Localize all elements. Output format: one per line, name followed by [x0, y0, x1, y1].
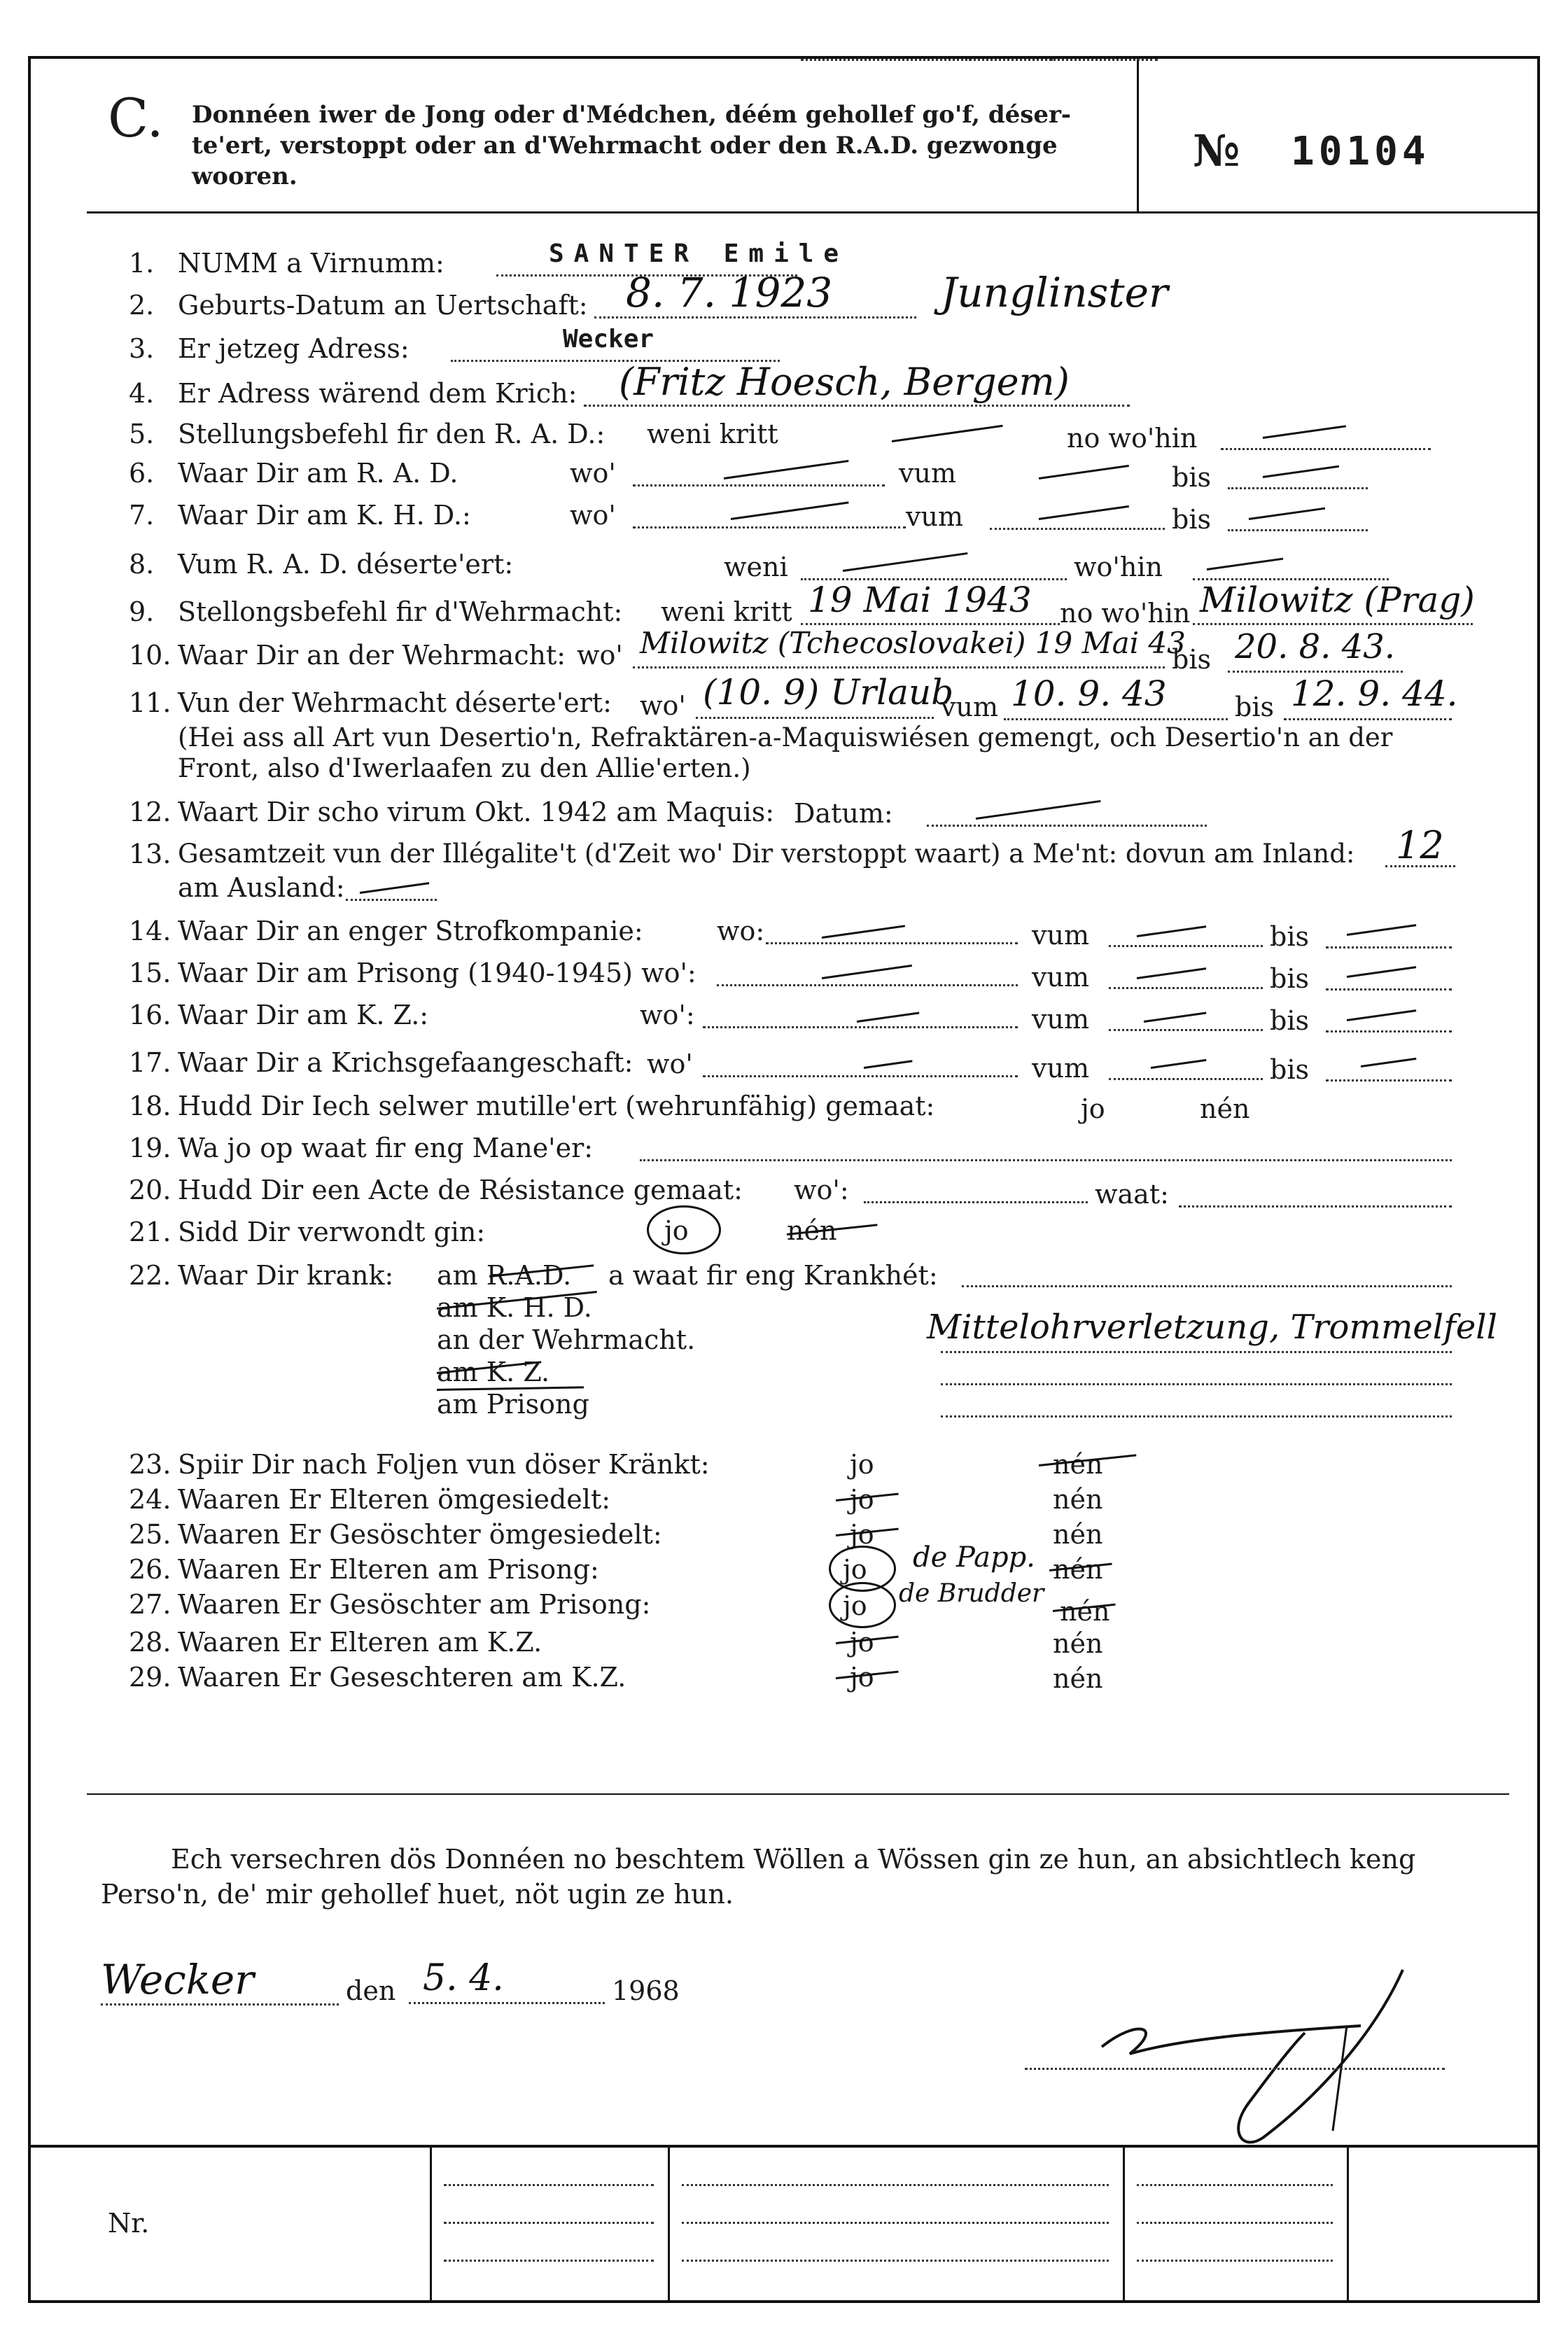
item-15-dash-b	[1137, 967, 1206, 979]
item-5-dash-b	[1263, 425, 1346, 439]
declaration-line-1: Ech versechren dös Donnéen no beschtem Wöllen a Wössen gin ze hun, an absichtlech keng	[171, 1844, 1416, 1875]
item-14-bis: bis	[1270, 921, 1309, 952]
item-10-bis: bis	[1172, 644, 1211, 675]
item-29-label: Waaren Er Geseschteren am K.Z.	[178, 1662, 626, 1693]
item-5-wohin: no wo'hin	[1067, 423, 1198, 454]
item-15-dots-b	[1109, 987, 1263, 989]
item-22-sub-5: am Prisong	[437, 1389, 589, 1420]
item-25-number: 25.	[129, 1519, 172, 1550]
item-9-dots-a	[801, 623, 1060, 625]
item-16-vum: vum	[1032, 1004, 1089, 1035]
item-29-number: 29.	[129, 1662, 172, 1693]
item-13-number: 13.	[129, 839, 172, 869]
item-5-label: Stellungsbefehl fir den R. A. D.:	[178, 419, 606, 449]
item-12-number: 12.	[129, 797, 172, 827]
item-9-wohin: no wo'hin	[1060, 598, 1191, 629]
item-14-dash-a	[822, 925, 905, 939]
item-7-dots-a	[633, 526, 906, 528]
item-24-label: Waaren Er Elteren ömgesiedelt:	[178, 1484, 611, 1515]
item-7-dash-b	[1039, 505, 1129, 520]
item-11-wo: wo'	[640, 690, 686, 721]
footer-dots-1c	[444, 2260, 654, 2262]
item-10-dots-c	[1228, 671, 1403, 673]
footer-dots-2b	[682, 2222, 1109, 2224]
footer-nr-label: Nr.	[108, 2208, 150, 2239]
item-16-number: 16.	[129, 1000, 172, 1030]
item-17-vum: vum	[1032, 1053, 1089, 1084]
header-line-3: wooren.	[192, 162, 298, 190]
item-12-dash	[976, 800, 1101, 820]
item-23-label: Spiir Dir nach Foljen vun döser Kränkt:	[178, 1449, 710, 1480]
item-21-label: Sidd Dir verwondt gin:	[178, 1217, 486, 1247]
item-14-wo: wo:	[717, 916, 765, 946]
item-13-dots-b	[346, 899, 437, 901]
item-3-label: Er jetzeg Adress:	[178, 333, 410, 364]
item-6-dots-b	[969, 59, 1158, 61]
item-22-sub-3: an der Wehrmacht.	[437, 1324, 696, 1355]
item-15-dash-c	[1347, 966, 1416, 978]
item-14-dots-b	[1109, 945, 1263, 947]
item-26-nen: nén	[1053, 1554, 1103, 1585]
item-26-note: de Papp.	[913, 1541, 1035, 1574]
footer-col-3	[1123, 2145, 1125, 2303]
item-26-number: 26.	[129, 1554, 172, 1585]
signature-place: Wecker	[101, 1956, 254, 2003]
footer-dots-2a	[682, 2184, 1109, 2186]
item-20-dots-b	[1179, 1205, 1452, 1208]
item-15-label: Waar Dir am Prisong (1940-1945) wo':	[178, 958, 696, 988]
item-4-number: 4.	[129, 378, 155, 409]
item-4-value: (Fritz Hoesch, Bergem)	[619, 360, 1070, 404]
item-22-illness: Mittelohrverletzung, Trommelfell	[927, 1308, 1497, 1347]
item-12-label: Waart Dir scho virum Okt. 1942 am Maquis:	[178, 797, 775, 827]
item-22-dots-3	[941, 1383, 1452, 1385]
item-7-vum: vum	[906, 501, 963, 532]
item-17-bis: bis	[1270, 1054, 1309, 1085]
item-26-jo: jo	[843, 1554, 867, 1585]
item-22-dots-2	[941, 1351, 1452, 1353]
item-17-dots-a	[703, 1075, 1018, 1077]
item-11-vum: vum	[941, 692, 998, 722]
item-5-dots-b	[1221, 448, 1431, 450]
item-17-dash-c	[1361, 1058, 1417, 1068]
item-20-label: Hudd Dir een Acte de Résistance gemaat:	[178, 1175, 743, 1205]
item-17-dots-c	[1326, 1079, 1452, 1082]
item-11-from: 10. 9. 43	[1011, 673, 1167, 714]
item-11-dots-c	[1284, 718, 1452, 720]
number-symbol: №	[1193, 125, 1240, 176]
item-29-jo: jo	[850, 1662, 874, 1693]
item-6-dash-a	[724, 460, 849, 479]
item-22-sub-1: am R.A.D.	[437, 1260, 572, 1291]
item-23-jo: jo	[850, 1449, 874, 1480]
header-line-1: Donnéen iwer de Jong oder d'Médchen, déém gehollef go'f, déser-	[192, 101, 1072, 129]
item-9-destination: Milowitz (Prag)	[1200, 580, 1475, 620]
item-27-nen: nén	[1060, 1596, 1110, 1627]
item-16-dots-b	[1109, 1029, 1263, 1031]
footer-dots-2c	[682, 2260, 1109, 2262]
item-25-nen: nén	[1053, 1519, 1103, 1550]
item-11-note-2: Front, also d'Iwerlaafen zu den Allie'erten.)	[178, 753, 751, 783]
item-6-number: 6.	[129, 458, 155, 489]
item-8-number: 8.	[129, 549, 155, 580]
item-17-dots-b	[1109, 1078, 1263, 1080]
item-20-dots-a	[864, 1201, 1088, 1203]
item-19-label: Wa jo op waat fir eng Mane'er:	[178, 1133, 594, 1163]
item-23-number: 23.	[129, 1449, 172, 1480]
item-22-label: Waar Dir krank:	[178, 1260, 394, 1291]
item-10-place-date: Milowitz (Tchecoslovakei) 19 Mai 43	[640, 626, 1186, 660]
item-20-waat: waat:	[1095, 1179, 1169, 1210]
item-18-jo: jo	[1081, 1093, 1105, 1124]
item-12-datum: Datum:	[794, 798, 893, 829]
item-7-dots-c	[1228, 529, 1368, 531]
item-14-dash-b	[1137, 925, 1206, 937]
item-27-label: Waaren Er Gesöschter am Prisong:	[178, 1589, 651, 1620]
item-15-dash-a	[822, 965, 912, 979]
item-22-mid: a waat fir eng Krankhét:	[608, 1260, 938, 1291]
item-9-label: Stellongsbefehl fir d'Wehrmacht:	[178, 596, 623, 627]
item-8-dash-b	[1207, 558, 1283, 570]
item-6-dash-c	[1263, 465, 1339, 478]
form-number: 10104	[1291, 129, 1430, 174]
item-6-vum: vum	[899, 458, 956, 489]
item-19-number: 19.	[129, 1133, 172, 1163]
form-frame	[28, 56, 1540, 2303]
item-11-until: 12. 9. 44.	[1291, 673, 1458, 714]
item-10-label: Waar Dir an der Wehrmacht:	[178, 640, 566, 671]
item-14-dots-c	[1326, 946, 1452, 948]
item-12-dots	[927, 825, 1207, 827]
items-bottom-rule	[87, 1793, 1509, 1795]
item-7-dash-a	[731, 501, 849, 520]
item-19-dots	[640, 1159, 1452, 1161]
footer-col-1	[430, 2145, 432, 2303]
item-11-place: (10. 9) Urlaub	[703, 672, 954, 713]
item-7-bis: bis	[1172, 504, 1211, 535]
item-15-dots-a	[717, 984, 1018, 986]
footer-dots-3b	[1137, 2222, 1333, 2224]
item-15-dots-c	[1326, 988, 1452, 990]
item-28-nen: nén	[1053, 1628, 1103, 1659]
item-10-wo: wo'	[577, 640, 623, 671]
item-22-dots-4	[941, 1415, 1452, 1418]
footer-top-rule	[31, 2145, 1537, 2148]
item-24-nen: nén	[1053, 1484, 1103, 1515]
item-11-dots-a	[696, 717, 934, 719]
item-1-number: 1.	[129, 248, 155, 279]
item-2-dots	[594, 316, 916, 318]
date-dots	[409, 2002, 605, 2004]
item-10-until: 20. 8. 43.	[1235, 627, 1395, 666]
item-7-dots-b	[990, 528, 1165, 530]
item-11-dots-b	[1004, 718, 1228, 720]
item-17-wo: wo'	[647, 1049, 693, 1079]
item-25-jo: jo	[850, 1519, 874, 1550]
item-8-weni: weni	[724, 552, 788, 582]
item-28-label: Waaren Er Elteren am K.Z.	[178, 1627, 542, 1658]
item-11-number: 11.	[129, 687, 172, 718]
item-15-vum: vum	[1032, 962, 1089, 993]
item-16-dots-c	[1326, 1030, 1452, 1032]
item-2-place: Junglinster	[941, 269, 1168, 316]
signature-year: 1968	[612, 1975, 680, 2006]
item-16-dash-a	[857, 1011, 920, 1022]
item-14-dash-c	[1347, 924, 1416, 936]
item-20-number: 20.	[129, 1175, 172, 1205]
item-1-label: NUMM a Virnumm:	[178, 248, 444, 279]
footer-dots-1b	[444, 2222, 654, 2224]
item-5-weni: weni kritt	[647, 419, 778, 449]
item-18-label: Hudd Dir Iech selwer mutille'ert (wehrunfähig) gemaat:	[178, 1091, 935, 1121]
item-15-number: 15.	[129, 958, 172, 988]
item-13-label: Gesamtzeit vun der Illégalite't (d'Zeit wo' Dir verstoppt waart) a Me'nt: dovun am Inland:	[178, 839, 1355, 869]
item-21-nen: nén	[787, 1215, 837, 1246]
item-14-dots-a	[766, 942, 1018, 944]
item-3-number: 3.	[129, 333, 155, 364]
footer-col-2	[668, 2145, 670, 2303]
item-6-wo: wo'	[570, 458, 616, 489]
item-7-number: 7.	[129, 500, 155, 531]
item-21-jo: jo	[664, 1215, 689, 1246]
item-17-dash-b	[1151, 1059, 1207, 1069]
item-14-vum: vum	[1032, 920, 1089, 951]
item-6-label: Waar Dir am R. A. D.	[178, 458, 458, 489]
item-8-label: Vum R. A. D. déserte'ert:	[178, 549, 514, 580]
item-14-label: Waar Dir an enger Strofkompanie:	[178, 916, 643, 946]
item-22-sub-4: am K. Z.	[437, 1357, 550, 1387]
signature	[1039, 1963, 1459, 2159]
item-26-label: Waaren Er Elteren am Prisong:	[178, 1554, 599, 1585]
item-8-dash-a	[843, 552, 968, 572]
item-17-number: 17.	[129, 1047, 172, 1078]
declaration-line-2: Perso'n, de' mir gehollef huet, nöt ugin ze hun.	[101, 1879, 734, 1910]
item-2-number: 2.	[129, 290, 155, 321]
footer-dots-3c	[1137, 2260, 1333, 2262]
item-28-number: 28.	[129, 1627, 172, 1658]
item-27-note: de Brudder	[899, 1579, 1044, 1608]
item-29-nen: nén	[1053, 1663, 1103, 1694]
item-6-dash-b	[1039, 465, 1129, 479]
item-4-label: Er Adress wärend dem Krich:	[178, 378, 578, 409]
item-23-nen: nén	[1053, 1449, 1103, 1480]
item-7-label: Waar Dir am K. H. D.:	[178, 500, 471, 531]
item-27-jo: jo	[843, 1590, 867, 1621]
den-label: den	[346, 1975, 396, 2006]
item-17-dash-a	[864, 1060, 913, 1069]
item-9-number: 9.	[129, 596, 155, 627]
item-6-dots-a	[633, 484, 885, 486]
item-21-number: 21.	[129, 1217, 172, 1247]
item-15-bis: bis	[1270, 963, 1309, 994]
item-3-value: Wecker	[563, 325, 654, 354]
header-bottom-rule	[87, 211, 1537, 214]
item-16-label: Waar Dir am K. Z.:	[178, 1000, 429, 1030]
item-16-dash-c	[1347, 1009, 1416, 1021]
item-24-jo: jo	[850, 1484, 874, 1515]
item-11-bis: bis	[1235, 692, 1274, 722]
item-16-dash-b	[1144, 1011, 1207, 1022]
item-13-inland-value: 12	[1396, 823, 1444, 867]
item-16-wo: wo':	[640, 1000, 695, 1030]
footer-dots-1a	[444, 2184, 654, 2186]
place-dots	[101, 2003, 339, 2005]
item-18-nen: nén	[1200, 1093, 1250, 1124]
item-6-bis: bis	[1172, 462, 1211, 493]
item-7-wo: wo'	[570, 500, 616, 531]
item-18-number: 18.	[129, 1091, 172, 1121]
item-16-dots-a	[703, 1026, 1018, 1028]
item-13-dash	[360, 882, 429, 894]
item-10-dots-a	[633, 666, 1165, 668]
header-divider	[1137, 59, 1139, 211]
item-27-number: 27.	[129, 1589, 172, 1620]
item-1-value: SANTER Emile	[549, 239, 849, 268]
footer-col-4	[1347, 2145, 1349, 2303]
item-20-wo: wo':	[794, 1175, 849, 1205]
item-22-number: 22.	[129, 1260, 172, 1291]
item-9-weni: weni kritt	[661, 596, 792, 627]
item-9-dots-b	[1193, 623, 1473, 625]
item-13-ausland: am Ausland:	[178, 872, 345, 903]
item-4-dots	[584, 405, 1130, 407]
header-line-2: te'ert, verstoppt oder an d'Wehrmacht oder den R.A.D. gezwonge	[192, 132, 1058, 160]
item-16-bis: bis	[1270, 1005, 1309, 1036]
item-11-note-1: (Hei ass all Art vun Desertio'n, Refraktären-a-Maquiswiésen gemengt, och Desertio'n an der	[178, 722, 1393, 752]
signature-dots	[1025, 2068, 1445, 2070]
item-22-dots-1	[962, 1285, 1452, 1287]
item-28-jo: jo	[850, 1627, 874, 1658]
item-9-date: 19 Mai 1943	[808, 580, 1032, 620]
item-11-label: Vun der Wehrmacht déserte'ert:	[178, 687, 612, 718]
item-10-number: 10.	[129, 640, 172, 671]
item-2-label: Geburts-Datum an Uertschaft:	[178, 290, 588, 321]
footer-dots-3a	[1137, 2184, 1333, 2186]
item-2-date: 8. 7. 1923	[626, 269, 833, 316]
item-22-sub-2: am K. H. D.	[437, 1292, 592, 1323]
item-25-label: Waaren Er Gesöschter ömgesiedelt:	[178, 1519, 662, 1550]
item-5-dash-a	[892, 425, 1003, 442]
item-17-label: Waar Dir a Krichsgefaangeschaft:	[178, 1047, 634, 1078]
item-7-dash-c	[1249, 507, 1325, 520]
item-5-number: 5.	[129, 419, 155, 449]
section-letter: C.	[108, 87, 164, 149]
item-14-number: 14.	[129, 916, 172, 946]
item-8-wohin: wo'hin	[1074, 552, 1163, 582]
signature-date: 5. 4.	[423, 1957, 504, 1999]
item-24-number: 24.	[129, 1484, 172, 1515]
item-6-dots-c	[1228, 487, 1368, 489]
